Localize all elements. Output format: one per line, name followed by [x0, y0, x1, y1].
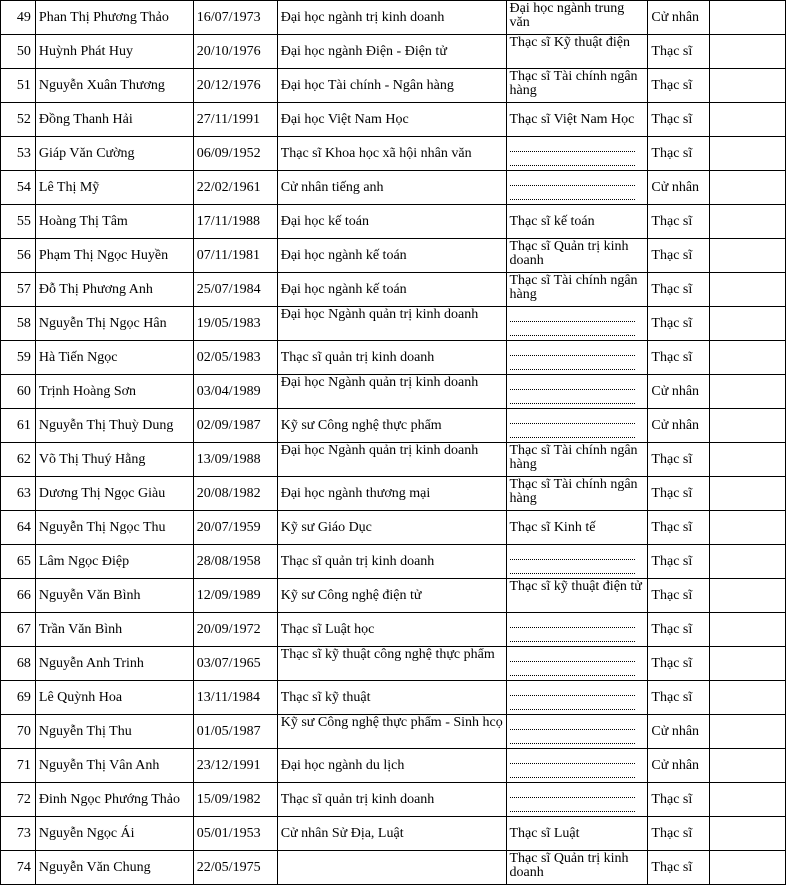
degree-cell: Kỹ sư Công nghệ thực phẩm - Sinh hcọ: [277, 715, 506, 749]
qualification-cell: Thạc sĩ: [648, 817, 710, 851]
name-cell: Lâm Ngọc Điệp: [35, 545, 193, 579]
extra-cell: [710, 783, 786, 817]
table-row: [1, 409, 786, 443]
row-number-cell: 52: [1, 103, 36, 137]
row-number-cell: 49: [1, 1, 36, 35]
row-number-cell: 64: [1, 511, 36, 545]
blank-fill-cell: [506, 375, 648, 409]
table-row: [1, 443, 786, 477]
master-degree-cell: Thạc sĩ Tài chính ngân hàng: [506, 477, 648, 511]
blank-fill-cell: [506, 545, 648, 579]
degree-cell: Thạc sĩ Khoa học xã hội nhân văn: [277, 137, 506, 171]
degree-cell: Đại học Tài chính - Ngân hàng: [277, 69, 506, 103]
extra-cell: [710, 103, 786, 137]
extra-cell: [710, 647, 786, 681]
row-number-cell: 66: [1, 579, 36, 613]
extra-cell: [710, 205, 786, 239]
degree-cell: Đại học Ngành quản trị kinh doanh: [277, 375, 506, 409]
qualification-cell: Thạc sĩ: [648, 851, 710, 885]
qualification-cell: Thạc sĩ: [648, 579, 710, 613]
table-row: [1, 171, 786, 205]
dotted-line: [510, 559, 635, 560]
qualification-cell: Thạc sĩ: [648, 477, 710, 511]
name-cell: Đỗ Thị Phương Anh: [35, 273, 193, 307]
row-number-cell: 50: [1, 35, 36, 69]
extra-cell: [710, 137, 786, 171]
birth-date-cell: 22/05/1975: [193, 851, 277, 885]
table-row: [1, 579, 786, 613]
qualification-cell: Cử nhân: [648, 375, 710, 409]
dotted-line: [510, 661, 635, 662]
degree-cell: [277, 851, 506, 885]
row-number-cell: 53: [1, 137, 36, 171]
qualification-cell: Thạc sĩ: [648, 103, 710, 137]
table-row: [1, 681, 786, 715]
extra-cell: [710, 715, 786, 749]
blank-fill-cell: [506, 715, 648, 749]
extra-cell: [710, 545, 786, 579]
table-row: [1, 511, 786, 545]
degree-cell: Thạc sĩ kỹ thuật công nghệ thực phẩm: [277, 647, 506, 681]
table-row: [1, 307, 786, 341]
dotted-line: [510, 335, 635, 336]
dotted-line: [510, 695, 635, 696]
dotted-line: [510, 627, 635, 628]
row-number-cell: 58: [1, 307, 36, 341]
name-cell: Nguyễn Thị Ngọc Hân: [35, 307, 193, 341]
table-row: [1, 715, 786, 749]
birth-date-cell: 12/09/1989: [193, 579, 277, 613]
master-degree-cell: Thạc sĩ Luật: [506, 817, 648, 851]
master-degree-cell: Thạc sĩ kế toán: [506, 205, 648, 239]
degree-cell: Đại học ngành kế toán: [277, 239, 506, 273]
extra-cell: [710, 681, 786, 715]
name-cell: Nguyễn Thị Ngọc Thu: [35, 511, 193, 545]
birth-date-cell: 22/02/1961: [193, 171, 277, 205]
dotted-line: [510, 709, 635, 710]
table-row: [1, 375, 786, 409]
degree-cell: Kỹ sư Công nghệ thực phẩm: [277, 409, 506, 443]
extra-cell: [710, 171, 786, 205]
blank-fill-cell: [506, 681, 648, 715]
table-row: [1, 817, 786, 851]
dotted-line: [510, 641, 635, 642]
dotted-line: [510, 389, 635, 390]
birth-date-cell: 13/11/1984: [193, 681, 277, 715]
qualification-cell: Thạc sĩ: [648, 613, 710, 647]
birth-date-cell: 28/08/1958: [193, 545, 277, 579]
row-number-cell: 60: [1, 375, 36, 409]
row-number-cell: 69: [1, 681, 36, 715]
table-row: [1, 1, 786, 35]
degree-cell: Đại học Ngành quản trị kinh doanh: [277, 307, 506, 341]
qualification-cell: Thạc sĩ: [648, 783, 710, 817]
name-cell: Phạm Thị Ngọc Huyền: [35, 239, 193, 273]
table-row: [1, 239, 786, 273]
dotted-line: [510, 729, 635, 730]
degree-cell: Thạc sĩ quản trị kinh doanh: [277, 545, 506, 579]
dotted-line: [510, 199, 635, 200]
extra-cell: [710, 273, 786, 307]
row-number-cell: 59: [1, 341, 36, 375]
birth-date-cell: 20/12/1976: [193, 69, 277, 103]
table-row: [1, 851, 786, 885]
extra-cell: [710, 443, 786, 477]
master-degree-cell: Thạc sĩ Quản trị kinh doanh: [506, 851, 648, 885]
qualification-cell: Thạc sĩ: [648, 681, 710, 715]
extra-cell: [710, 1, 786, 35]
name-cell: Nguyễn Xuân Thương: [35, 69, 193, 103]
degree-cell: Cử nhân tiếng anh: [277, 171, 506, 205]
table-row: [1, 69, 786, 103]
master-degree-cell: Thạc sĩ Tài chính ngân hàng: [506, 273, 648, 307]
qualification-cell: Thạc sĩ: [648, 307, 710, 341]
qualification-cell: Cử nhân: [648, 749, 710, 783]
birth-date-cell: 05/01/1953: [193, 817, 277, 851]
table-row: [1, 613, 786, 647]
dotted-line: [510, 811, 635, 812]
qualification-cell: Cử nhân: [648, 715, 710, 749]
name-cell: Nguyễn Ngọc Ái: [35, 817, 193, 851]
table-row: [1, 783, 786, 817]
extra-cell: [710, 511, 786, 545]
master-degree-cell: Thạc sĩ Việt Nam Học: [506, 103, 648, 137]
dotted-line: [510, 403, 635, 404]
blank-fill-cell: [506, 647, 648, 681]
table-row: [1, 477, 786, 511]
birth-date-cell: 23/12/1991: [193, 749, 277, 783]
blank-fill-cell: [506, 409, 648, 443]
degree-cell: Thạc sĩ Luật học: [277, 613, 506, 647]
row-number-cell: 73: [1, 817, 36, 851]
birth-date-cell: 20/08/1982: [193, 477, 277, 511]
dotted-line: [510, 743, 635, 744]
degree-cell: Cử nhân Sử Địa, Luật: [277, 817, 506, 851]
row-number-cell: 71: [1, 749, 36, 783]
table-row: [1, 749, 786, 783]
name-cell: Lê Quỳnh Hoa: [35, 681, 193, 715]
row-number-cell: 55: [1, 205, 36, 239]
dotted-line: [510, 165, 635, 166]
degree-cell: Đại học ngành Điện - Điện tử: [277, 35, 506, 69]
birth-date-cell: 02/09/1987: [193, 409, 277, 443]
dotted-line: [510, 185, 635, 186]
row-number-cell: 54: [1, 171, 36, 205]
blank-fill-cell: [506, 613, 648, 647]
table-row: [1, 647, 786, 681]
qualification-cell: Thạc sĩ: [648, 511, 710, 545]
dotted-line: [510, 573, 635, 574]
birth-date-cell: 03/04/1989: [193, 375, 277, 409]
dotted-line: [510, 763, 635, 764]
qualification-cell: Thạc sĩ: [648, 545, 710, 579]
name-cell: Giáp Văn Cường: [35, 137, 193, 171]
degree-cell: Kỹ sư Giáo Dục: [277, 511, 506, 545]
qualification-cell: Thạc sĩ: [648, 443, 710, 477]
name-cell: Hoàng Thị Tâm: [35, 205, 193, 239]
dotted-line: [510, 321, 635, 322]
degree-cell: Đại học Ngành quản trị kinh doanh: [277, 443, 506, 477]
master-degree-cell: Thạc sĩ Kinh tế: [506, 511, 648, 545]
name-cell: Trịnh Hoàng Sơn: [35, 375, 193, 409]
row-number-cell: 68: [1, 647, 36, 681]
extra-cell: [710, 851, 786, 885]
degree-cell: Đại học ngành trị kinh doanh: [277, 1, 506, 35]
degree-cell: Đại học ngành kế toán: [277, 273, 506, 307]
row-number-cell: 65: [1, 545, 36, 579]
row-number-cell: 61: [1, 409, 36, 443]
qualification-cell: Cử nhân: [648, 1, 710, 35]
extra-cell: [710, 409, 786, 443]
table-row: [1, 545, 786, 579]
extra-cell: [710, 579, 786, 613]
row-number-cell: 74: [1, 851, 36, 885]
birth-date-cell: 16/07/1973: [193, 1, 277, 35]
degree-cell: Đại học kế toán: [277, 205, 506, 239]
table-row: [1, 205, 786, 239]
qualification-cell: Thạc sĩ: [648, 35, 710, 69]
extra-cell: [710, 817, 786, 851]
birth-date-cell: 20/10/1976: [193, 35, 277, 69]
blank-fill-cell: [506, 341, 648, 375]
birth-date-cell: 19/05/1983: [193, 307, 277, 341]
extra-cell: [710, 35, 786, 69]
extra-cell: [710, 69, 786, 103]
name-cell: Nguyễn Thị Thu: [35, 715, 193, 749]
qualification-cell: Thạc sĩ: [648, 647, 710, 681]
row-number-cell: 72: [1, 783, 36, 817]
table-row: [1, 341, 786, 375]
row-number-cell: 56: [1, 239, 36, 273]
degree-cell: Kỹ sư Công nghệ điện tử: [277, 579, 506, 613]
table-row: [1, 137, 786, 171]
name-cell: Huỳnh Phát Huy: [35, 35, 193, 69]
birth-date-cell: 01/05/1987: [193, 715, 277, 749]
name-cell: Đinh Ngọc Phướng Thảo: [35, 783, 193, 817]
birth-date-cell: 25/07/1984: [193, 273, 277, 307]
qualification-cell: Cử nhân: [648, 171, 710, 205]
blank-fill-cell: [506, 783, 648, 817]
row-number-cell: 57: [1, 273, 36, 307]
row-number-cell: 51: [1, 69, 36, 103]
table-body: [1, 1, 786, 885]
name-cell: Nguyễn Thị Thuỳ Dung: [35, 409, 193, 443]
master-degree-cell: Thạc sĩ kỹ thuật điện tử: [506, 579, 648, 613]
row-number-cell: 62: [1, 443, 36, 477]
extra-cell: [710, 749, 786, 783]
birth-date-cell: 03/07/1965: [193, 647, 277, 681]
name-cell: Dương Thị Ngọc Giàu: [35, 477, 193, 511]
qualification-cell: Cử nhân: [648, 409, 710, 443]
extra-cell: [710, 239, 786, 273]
degree-cell: Thạc sĩ kỹ thuật: [277, 681, 506, 715]
name-cell: Lê Thị Mỹ: [35, 171, 193, 205]
dotted-line: [510, 675, 635, 676]
degree-cell: Thạc sĩ quản trị kinh doanh: [277, 783, 506, 817]
name-cell: Đồng Thanh Hải: [35, 103, 193, 137]
qualification-cell: Thạc sĩ: [648, 239, 710, 273]
name-cell: Trần Văn Bình: [35, 613, 193, 647]
name-cell: Nguyễn Văn Chung: [35, 851, 193, 885]
birth-date-cell: 20/09/1972: [193, 613, 277, 647]
table-row: [1, 273, 786, 307]
table-row: [1, 103, 786, 137]
qualification-cell: Thạc sĩ: [648, 273, 710, 307]
birth-date-cell: 07/11/1981: [193, 239, 277, 273]
dotted-line: [510, 777, 635, 778]
master-degree-cell: Thạc sĩ Quản trị kinh doanh: [506, 239, 648, 273]
extra-cell: [710, 477, 786, 511]
birth-date-cell: 17/11/1988: [193, 205, 277, 239]
master-degree-cell: Thạc sĩ Tài chính ngân hàng: [506, 443, 648, 477]
name-cell: Phan Thị Phương Thảo: [35, 1, 193, 35]
blank-fill-cell: [506, 171, 648, 205]
table-row: [1, 35, 786, 69]
qualification-cell: Thạc sĩ: [648, 69, 710, 103]
degree-cell: Đại học ngành thương mại: [277, 477, 506, 511]
degree-cell: Đại học ngành du lịch: [277, 749, 506, 783]
degree-cell: Đại học Việt Nam Học: [277, 103, 506, 137]
dotted-line: [510, 437, 635, 438]
extra-cell: [710, 375, 786, 409]
qualification-cell: Thạc sĩ: [648, 341, 710, 375]
dotted-line: [510, 355, 635, 356]
birth-date-cell: 27/11/1991: [193, 103, 277, 137]
blank-fill-cell: [506, 137, 648, 171]
dotted-line: [510, 151, 635, 152]
row-number-cell: 70: [1, 715, 36, 749]
degree-cell: Thạc sĩ quản trị kinh doanh: [277, 341, 506, 375]
name-cell: Nguyễn Anh Trinh: [35, 647, 193, 681]
row-number-cell: 67: [1, 613, 36, 647]
dotted-line: [510, 797, 635, 798]
birth-date-cell: 20/07/1959: [193, 511, 277, 545]
birth-date-cell: 06/09/1952: [193, 137, 277, 171]
name-cell: Võ Thị Thuý Hằng: [35, 443, 193, 477]
dotted-line: [510, 423, 635, 424]
birth-date-cell: 15/09/1982: [193, 783, 277, 817]
master-degree-cell: Đại học ngành trung văn: [506, 1, 648, 35]
row-number-cell: 63: [1, 477, 36, 511]
blank-fill-cell: [506, 307, 648, 341]
name-cell: Hà Tiến Ngọc: [35, 341, 193, 375]
qualification-cell: Thạc sĩ: [648, 205, 710, 239]
master-degree-cell: Thạc sĩ Tài chính ngân hàng: [506, 69, 648, 103]
birth-date-cell: 13/09/1988: [193, 443, 277, 477]
name-cell: Nguyễn Văn Bình: [35, 579, 193, 613]
blank-fill-cell: [506, 749, 648, 783]
extra-cell: [710, 341, 786, 375]
birth-date-cell: 02/05/1983: [193, 341, 277, 375]
qualification-cell: Thạc sĩ: [648, 137, 710, 171]
name-cell: Nguyễn Thị Vân Anh: [35, 749, 193, 783]
extra-cell: [710, 613, 786, 647]
master-degree-cell: Thạc sĩ Kỹ thuật điện: [506, 35, 648, 69]
extra-cell: [710, 307, 786, 341]
dotted-line: [510, 369, 635, 370]
